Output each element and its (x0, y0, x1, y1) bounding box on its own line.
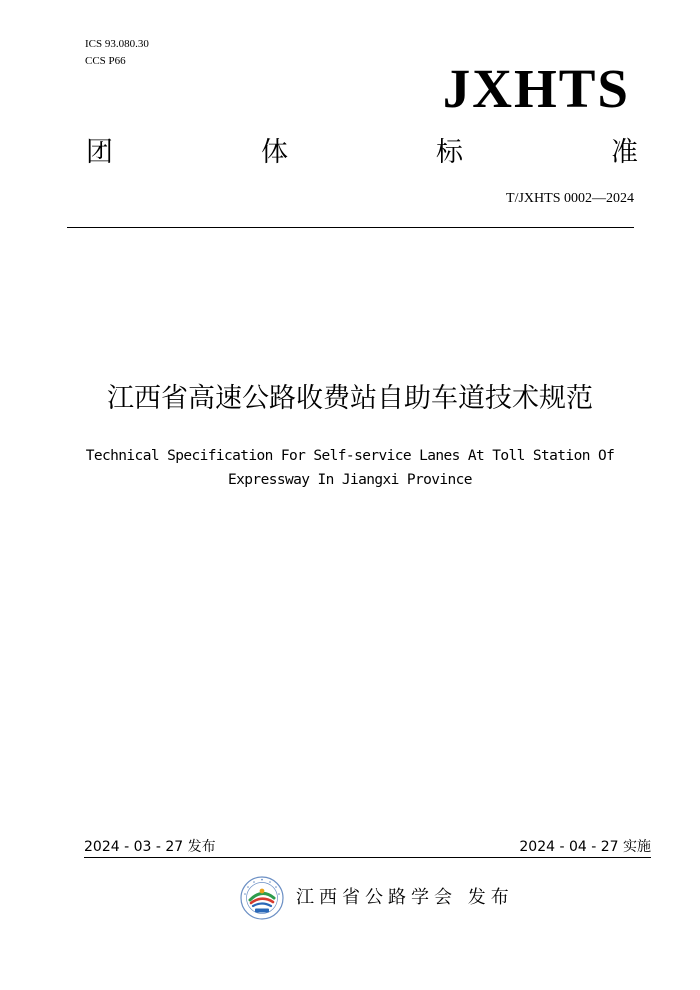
ics-code: ICS 93.080.30 (85, 38, 149, 50)
title-english-line: Expressway In Jiangxi Province (228, 472, 472, 488)
issue-date: 2024 - 03 - 27 发布 (84, 839, 216, 855)
standard-type-char: 标 (436, 137, 463, 168)
footer-divider (84, 857, 651, 858)
title-english-line: Technical Specification For Self-service Lanes At Toll Station Of (85, 448, 615, 464)
standard-type-char: 团 (86, 137, 113, 168)
publisher-name: 江西省公路学会 发布 (296, 887, 514, 908)
standard-code: T/JXHTS 0002—2024 (506, 191, 634, 206)
title-chinese: 江西省高速公路收费站自助车道技术规范 (107, 383, 593, 414)
standard-type (86, 136, 638, 170)
society-seal-icon (240, 876, 284, 920)
implementation-date: 2024 - 04 - 27 实施 (519, 839, 651, 855)
title-english (80, 444, 620, 492)
ccs-code: CCS P66 (85, 55, 126, 67)
header-divider (67, 227, 634, 228)
organization-brand: JXHTS (442, 58, 630, 119)
standard-type-char: 准 (611, 137, 638, 168)
publisher-block (240, 876, 514, 920)
standard-type-char: 体 (261, 137, 288, 168)
